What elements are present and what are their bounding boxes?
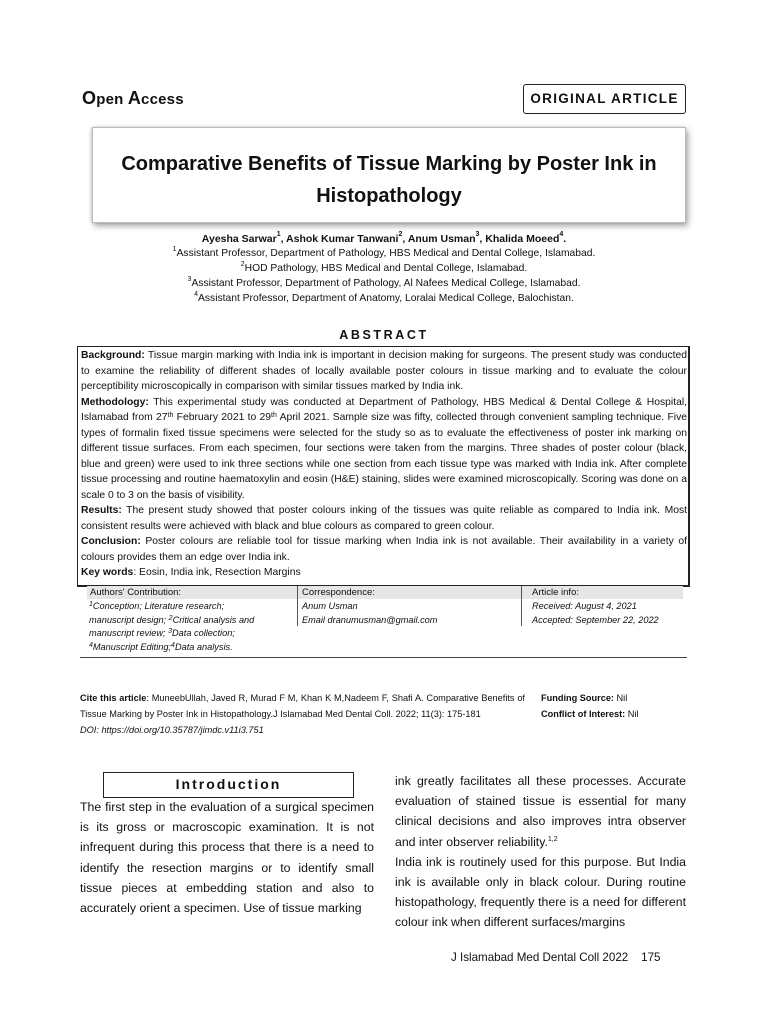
citation-block <box>80 690 525 738</box>
info-divider-2 <box>521 586 522 626</box>
article-dates <box>532 600 687 627</box>
affiliation-1: $^1$Assistant Professor, Department of Pathology, HBS Medical and Dental College, Islamabad. <box>172 246 596 259</box>
intro-para-1: ink greatly facilitates all these processes. Accurate evaluation of stained tissue is essential for many clinical decisions and also improves intra observer and inter observer reliability.$^{1,2}$ <box>395 774 686 849</box>
title-line-2: Histopathology <box>316 185 462 207</box>
open-access-ccess: ccess <box>141 91 184 108</box>
affiliation-3: $^3$Assistant Professor, Department of Pathology, Al Nafees Medical College, Islamabad. <box>187 276 581 289</box>
author-4: Khalida Moeed <box>485 233 560 245</box>
article-info-header: Article info: <box>532 587 579 598</box>
introduction-heading: Introduction <box>175 776 282 792</box>
footer-journal: J Islamabad Med Dental Coll 2022 <box>451 951 629 964</box>
citation-text: Cite this article: MuneebUllah, Javed R, Murad F M, Khan K M,Nadeem F, Shafi A. Comparative Benefits of Tissue Marking by Poster Ink in Histopathology.J Islamabad Med Dental Coll. 2022; 11(3): 175-181 <box>80 693 525 719</box>
abstract-background: Background: Tissue margin marking with India ink is important in decision making for surgeons. The present study was conducted to examine the reliability of different shades of locally available poster colours in tissue marking and to evaluate the colour perceptibility microscopically in comparison with similar tissues marked by India ink. <box>81 350 687 392</box>
correspondent-email: Email dranumusman@gmail.com <box>302 614 438 625</box>
author-list: Ayesha Sarwar$^1$, Ashok Kumar Tanwani$^2$, Anum Usman$^3$, Khalida Moeed$^4$. <box>201 231 567 245</box>
affiliation-2: $^2$HOD Pathology, HBS Medical and Dental College, Islamabad. <box>240 261 528 274</box>
open-access-o: O <box>82 88 97 108</box>
abstract-conclusion: Conclusion: Poster colours are reliable tool for tissue marking when India ink is not available. Their availability in a variety of colours provides them an edge over India ink. <box>81 536 687 563</box>
author-2: Ashok Kumar Tanwani <box>286 233 399 245</box>
abstract-keywords: Key words: Eosin, India ink, Resection Margins <box>81 567 301 578</box>
abstract-heading: ABSTRACT <box>339 328 429 342</box>
open-access-pen: pen <box>96 91 128 108</box>
author-3: Anum Usman <box>407 233 476 245</box>
author-1: Ayesha Sarwar <box>201 233 277 245</box>
page-footer <box>451 951 660 964</box>
open-access-label <box>82 88 184 109</box>
correspondence <box>302 600 517 627</box>
intro-left-column: The first step in the evaluation of a surgical specimen is its gross or macroscopic examination. It is not infrequent during this process that there is a need to identify the resection margins or to identify small tissue pieces at embedding station and also to accurately orient a specimen. Use of tissue marking <box>80 800 374 916</box>
abstract-methodology: Methodology: This experimental study was conducted at Department of Pathology, HBS Medical & Dental College & Hospital, Islamabad from 27th February 2021 to 29th April 2021. Sample size was fifty, collected through convenient sampling technique. Five types of formalin fixed tissue specimens were selected for the study so as to evaluate the effectiveness of poster ink marking on different tissue surfaces. From each specimen, four sections were taken from the margins. Three shades of poster colour (black, blue and green) were used to ink three sections while one section from each tissue type was marked with India ink. After complete tissue processing and routine haematoxylin and eosin (H&E) staining, slides were examined microscopically. Scoring was done on a scale 0 to 3 on the basis of visibility. <box>81 396 687 501</box>
abstract-body <box>81 348 687 581</box>
title-box <box>92 127 686 223</box>
info-divider-1 <box>297 586 298 626</box>
article-type-badge: ORIGINAL ARTICLE <box>523 84 686 114</box>
abstract-results: Results: The present study showed that poster colours inking of the tissues was quite reliable as compared to India ink. Most consistent results were achieved with black and blue colours as compared to green colour. <box>81 505 687 532</box>
intro-para-2: India ink is routinely used for this purpose. But India ink is available only in black colour. During routine histopathology, frequently there is a need for different colour ink when different surfaces/margins <box>395 854 686 930</box>
paper-title <box>93 148 685 212</box>
received-date: Received: August 4, 2021 <box>532 601 637 611</box>
funding-source: Funding Source: Nil <box>541 693 628 703</box>
info-bottom-rule <box>80 657 687 658</box>
conflict-of-interest: Conflict of Interest: Nil <box>541 709 639 719</box>
author-contributions: $^1$Conception; Literature research; manuscript design; $^2$Critical analysis and manuscript review; $^3$Data collection; $^4$Manuscript Editing;$^4$Data analysis. <box>89 601 255 653</box>
accepted-date: Accepted: September 22, 2022 <box>532 614 659 625</box>
correspondent-name: Anum Usman <box>302 601 358 611</box>
contrib-header: Authors' Contribution: <box>90 587 182 598</box>
open-access-a: A <box>127 88 142 108</box>
doi-link[interactable]: DOI: https://doi.org/10.35787/jimdc.v11i3.751 <box>80 725 264 735</box>
correspondence-header: Correspondence: <box>302 587 375 598</box>
title-line-1: Comparative Benefits of Tissue Marking by Poster Ink in <box>121 153 657 175</box>
affiliation-4: $^4$Assistant Professor, Department of Anatomy, Loralai Medical College, Balochistan. <box>194 291 574 304</box>
page-number: 175 <box>641 951 661 964</box>
intro-right-column <box>395 771 686 933</box>
funding-block <box>541 690 639 722</box>
